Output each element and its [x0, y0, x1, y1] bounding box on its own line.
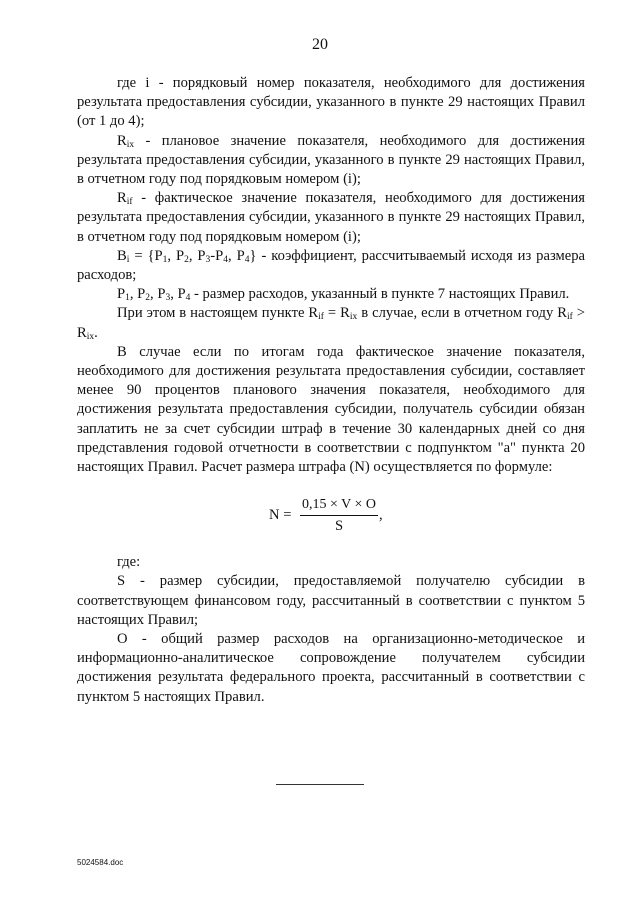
symbol-r: R: [117, 190, 127, 207]
subscript-4: 4: [185, 293, 191, 304]
page-number: 20: [312, 36, 328, 53]
p-sep-1: , P: [129, 286, 146, 303]
subscript-1: 1: [162, 254, 168, 265]
symbol-b: B: [117, 247, 127, 264]
subscript-if: if: [566, 312, 573, 323]
paragraph-penalty: В случае если по итогам года фактическое значение показателя, необходимого для достижения результата предоставления субсидии, составляет менее 90 процентов планового значения показателя, необходимого для достижения результата предоставления субсидии, получатель субсидии обязан заплатить не за счет субсидии штраф в течение 30 календарных дней со дня представления годовой отчетности в соответствии с подпунктом "а" пункта 20 настоящих Правил. Расчет размера штрафа (N) осуществляется по формуле:: [77, 343, 585, 476]
subscript-4b: 4: [244, 254, 250, 265]
bi-eq: = {P: [129, 247, 163, 264]
cond-text-d: > R: [77, 305, 585, 341]
formula-lhs: N =: [269, 507, 292, 524]
p-text: - размер расходов, указанный в пункте 7 настоящих Правил.: [190, 286, 570, 303]
subscript-if: if: [126, 197, 133, 208]
subscript-1: 1: [125, 293, 130, 304]
subscript-3: 3: [205, 254, 211, 265]
formula-comma: ,: [379, 507, 383, 524]
paragraph-rif-definition: [77, 189, 585, 247]
penalty-formula: [77, 495, 585, 535]
end-divider: [276, 784, 364, 785]
bi-sep-3: -P: [210, 247, 224, 264]
subscript-3: 3: [165, 293, 171, 304]
subscript-ix: ix: [86, 331, 95, 342]
symbol-p: P: [117, 286, 126, 303]
paragraph-rix-definition: [77, 132, 585, 190]
cond-text-e: .: [94, 324, 98, 341]
subscript-ix: ix: [349, 312, 358, 323]
cond-text-b: = R: [323, 305, 350, 322]
bi-sep-1: , P: [167, 247, 185, 264]
cond-text-a: При этом в настоящем пункте R: [117, 305, 319, 322]
subscript-4: 4: [223, 254, 229, 265]
subscript-if: if: [318, 312, 324, 323]
footer-doc-code: 5024584.doc: [77, 858, 124, 867]
subscript-ix: ix: [126, 139, 135, 150]
document-body: [77, 74, 585, 707]
paragraph-index-definition: где i - порядковый номер показателя, необходимого для достижения результата предоставления субсидии, указанного в пункте 29 настоящих Правил (от 1 до 4);: [77, 75, 585, 130]
bi-sep-4: , P: [228, 247, 245, 264]
cond-text-c: в случае, если в отчетном году R: [357, 305, 567, 322]
subscript-2: 2: [184, 254, 189, 265]
subscript-i: i: [126, 254, 130, 265]
bi-sep-2: , P: [188, 247, 206, 264]
formula-numerator: 0,15 × V × O: [300, 495, 378, 516]
paragraph-p-definition: [77, 285, 585, 304]
paragraph-condition: [77, 304, 585, 342]
p-sep-3: , P: [170, 286, 186, 303]
rix-text: - плановое значение показателя, необходимого для достижения результата предоставления субсидии, указанного в пункте 29 настоящих Правил, в отчетном году под порядковым номером (i);: [77, 132, 585, 188]
paragraph-bi-definition: [77, 247, 585, 285]
formula-denominator: S: [334, 518, 344, 535]
paragraph-where: где:: [117, 554, 141, 571]
paragraph-s-definition: S - размер субсидии, предоставляемой получателю субсидии в соответствующем финансовом году, рассчитанный в соответствии с пунктом 5 настоящих Правил;: [77, 573, 585, 628]
symbol-r: R: [117, 132, 127, 149]
bi-text: } - коэффициент, рассчитываемый исходя из размера расходов;: [77, 247, 586, 284]
rif-text: - фактическое значение показателя, необходимого для достижения результата предоставления субсидии, указанного в пункте 29 настоящих Правил, в отчетном году под порядковым номером (i);: [77, 190, 585, 245]
p-sep-2: , P: [150, 286, 166, 303]
subscript-2: 2: [145, 293, 151, 304]
paragraph-o-definition: О - общий размер расходов на организационно-методическое и информационно-аналитическое сопровождение получателем субсидии достижения результата федерального проекта, рассчитанный в соответствии с пунктом 5 настоящих Правил.: [77, 631, 585, 705]
formula-fraction: [300, 495, 378, 536]
